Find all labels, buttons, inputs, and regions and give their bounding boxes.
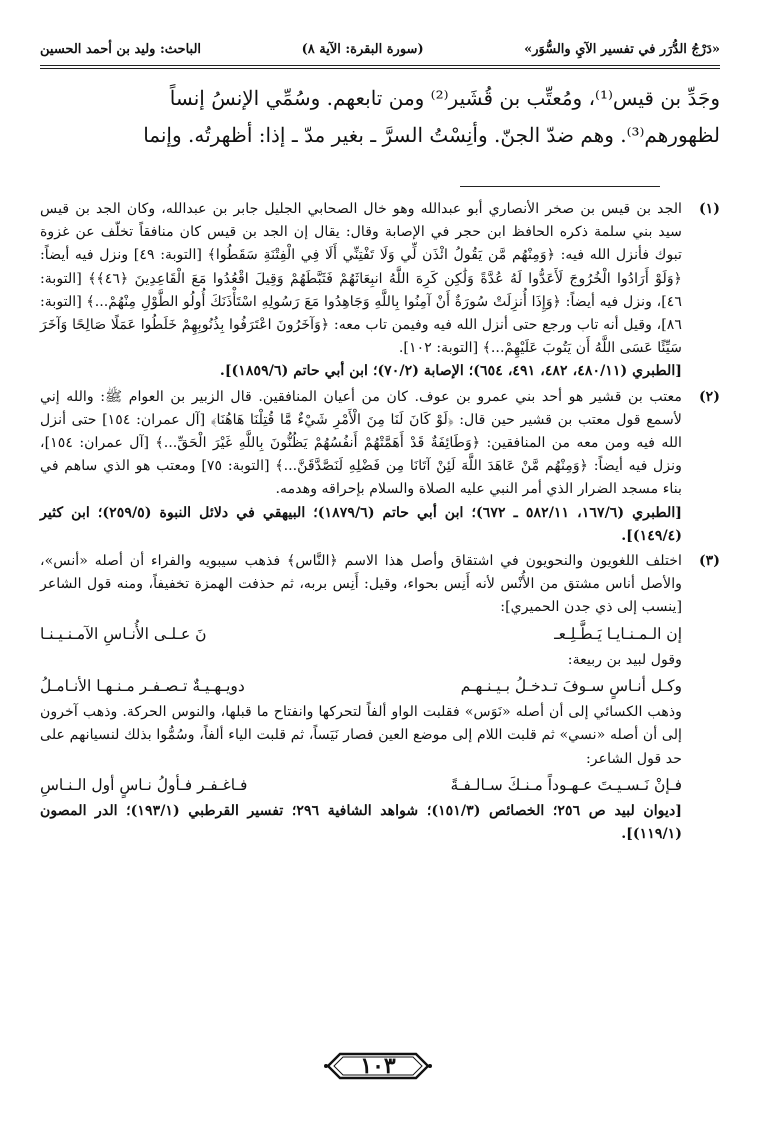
footnote-text: الجد بن قيس بن صخر الأنصاري أبو عبدالله وهو خال الصحابي الجليل جابر بن عبدالله، وكان الجد بن قيس سيد بني سلمة ذكره الحافظ ابن حجر في الإصابة وقال: يقال إن الجد بن قيس كان منافقاً تخلّف عن غزوة تبوك فأنزل الله فيه: ﴿وَمِنْهُم مَّن يَقُولُ ائْذَن لِّي وَلَا تَفْتِنِّي أَلَا فِي الْفِتْنَةِ سَقَطُوا﴾ [التوبة: ٤٩] ونزل فيه أيضاً: ﴿وَلَوْ أَرَادُوا الْخُرُوجَ لَأَعَدُّوا لَهُ عُدَّةً وَلَٰكِن كَرِهَ اللَّهُ انبِعَاثَهُمْ فَثَبَّطَهُمْ وَقِيلَ اقْعُدُوا مَعَ الْقَاعِدِينَ ﴿٤٦﴾﴾ [التوبة: ٤٦]، ونزل فيه أيضاً: ﴿وَإِذَا أُنزِلَتْ سُورَةٌ أَنْ آمِنُوا بِاللَّهِ وَجَاهِدُوا مَعَ رَسُولِهِ اسْتَأْذَنَكَ أُولُو الطَّوْلِ مِنْهُمْ...﴾ [التوبة: ٨٦]، وقيل أنه تاب ورجع حتى أنزل الله فيه وفيمن تاب معه: ﴿وَآخَرُونَ اعْتَرَفُوا بِذُنُوبِهِمْ خَلَطُوا عَمَلًا صَالِحًا وَآخَرَ سَيِّئًا عَسَى اللَّهُ أَن يَتُوبَ عَلَيْهِمْ...﴾ [التوبة: ١٠٢]. bbox=[40, 201, 683, 357]
poetry-verse bbox=[40, 623, 682, 646]
footnote-text: اختلف اللغويون والنحويون في اشتقاق وأصل هذا الاسم ﴿النَّاس﴾ فذهب سيبويه والفراء أن أصله «أنس»، والأصل أناس مشتق من الأُنْس لأنه أَنِس بحواء، وقيل: أَنِس بربه، ثم حذفت الهمزة تخفيفاً، ومنه قول الشاعر [ينسب إلى ذي جدن الحميري]: bbox=[40, 553, 682, 616]
main-text-line: وجَدِّ بن قيس⁽¹⁾، ومُعتِّب بن قُشَير⁽²⁾ ومن تابعهم. وسُمِّي الإنسُ إنساً bbox=[169, 86, 720, 110]
footnotes bbox=[40, 198, 720, 848]
main-text-line: لظهورهم⁽³⁾. وهم ضدّ الجنّ. وأنِسْتُ السرَّ ـ بغير مدّ ـ إذا: أظهرتُه. وإنما bbox=[143, 123, 720, 147]
page-number: ١٠٣ bbox=[360, 1053, 396, 1079]
surah-reference: (سورة البقرة: الآية ٨) bbox=[301, 41, 424, 57]
footnote-number: (٣) bbox=[698, 553, 720, 570]
footnote-number: (١) bbox=[698, 201, 720, 217]
verse-second-hemistich: دويـهـيـةٌ تـصـفـر مـنـهـا الأنـامـلُ bbox=[40, 677, 245, 696]
footnote-body bbox=[40, 198, 682, 384]
footnote-body bbox=[40, 550, 682, 846]
footnote-references: [ديوان لبيد ص ٢٥٦؛ الخصائص (١٥١/٣)؛ شواهد الشافية ٢٩٦؛ تفسير القرطبي (١٩٣/١)؛ الدر المصون (١١٩/١)]. bbox=[40, 803, 682, 843]
footnote-references: [الطبري (١٦٧/٦، ٥٨٢/١١ ـ ٦٧٢)؛ ابن أبي حاتم (١٨٧٩/٦)؛ البيهقي في دلائل النبوة (٢٥٩/٥)؛ ابن كثير (١٤٩/٤)]. bbox=[40, 504, 682, 544]
footnote-text: وقول لبيد بن ربيعة: bbox=[567, 651, 682, 668]
researcher-name: الباحث: وليد بن أحمد الحسين bbox=[40, 41, 202, 57]
footnote-body bbox=[40, 386, 682, 548]
footnote-2 bbox=[40, 386, 720, 548]
page-number-ornament bbox=[322, 1046, 434, 1086]
book-title: «دَرْجُ الدُّرَر في تفسير الآيِ والسُّوَر» bbox=[524, 41, 720, 57]
footnote-text: وذهب الكسائي إلى أن أصله «نَوَس» فقلبت الواو ألفاً لتحركها وانفتاح ما قبلها، والنوس الحركة. وذهب آخرون إلى أن أصله «نسي» ثم قلبت اللام إلى موضع العين فصار نَيَساً، ثم قلبت الياء ألفاً، وسُمُّوا بذلك لنسيانهم على حد قول الشاعر: bbox=[40, 704, 682, 767]
poetry-verse bbox=[40, 774, 682, 797]
footnote-1 bbox=[40, 198, 720, 384]
verse-first-hemistich: وكـل أنـاسٍ سـوفَ تـدخـلُ بـيـنـهـم bbox=[460, 677, 682, 696]
footnote-references: [الطبري (٤٨٠/١١، ٤٨٢، ٤٩١، ٦٥٤)؛ الإصابة (٧٠/٢)؛ ابن أبي حاتم (١٨٥٩/٦)]. bbox=[219, 363, 682, 380]
footnote-separator bbox=[460, 186, 660, 187]
footnote-text: معتب بن قشير هو أحد بني عمرو بن عوف. كان من أعيان المنافقين. قال الزبير بن العوام ﷺ: والله إني لأسمع قول معتب بن قشير حين قال: ﴿لَوْ كَانَ لَنَا مِنَ الْأَمْرِ شَيْءٌ مَّا قُتِلْنَا هَاهُنَا﴾ [آل عمران: ١٥٤] حتى أنزل الله فيه ومن معه من المنافقين: ﴿وَطَائِفَةٌ قَدْ أَهَمَّتْهُمْ أَنفُسُهُمْ يَظُنُّونَ بِاللَّهِ غَيْرَ الْحَقِّ...﴾ [آل عمران: ١٥٤]، ونزل فيه أيضاً: ﴿وَمِنْهُم مَّنْ عَاهَدَ اللَّهَ لَئِنْ آتَانَا مِن فَضْلِهِ لَنَصَّدَّقَنَّ...﴾ [التوبة: ٧٥] ومعتب هو الذي ساهم في بناء مسجد الضرار الذي أمر النبي عليه الصلاة والسلام بإحراقه وهدمه. bbox=[40, 388, 682, 498]
verse-second-hemistich: فـاغـفـر فـأولُ نـاسٍ أول الـنـاسِ bbox=[40, 775, 248, 794]
header-rule-thin bbox=[40, 68, 720, 69]
verse-second-hemistich: نَ عـلـى الأُنـاسِ الآمـنـيـنـا bbox=[40, 624, 207, 643]
verse-first-hemistich: فـإنْ نَـسـيـتَ عـهـوداً مـنـكَ سـالـفـةً bbox=[450, 775, 682, 794]
header-rule bbox=[40, 65, 720, 66]
footnote-3 bbox=[40, 550, 720, 846]
poetry-verse bbox=[40, 675, 682, 698]
main-text bbox=[40, 80, 720, 154]
verse-first-hemistich: إن الـمـنـايـا يَـطَّـلِـعـ bbox=[554, 624, 682, 643]
footnote-number: (٢) bbox=[698, 388, 720, 405]
running-header bbox=[40, 34, 720, 64]
